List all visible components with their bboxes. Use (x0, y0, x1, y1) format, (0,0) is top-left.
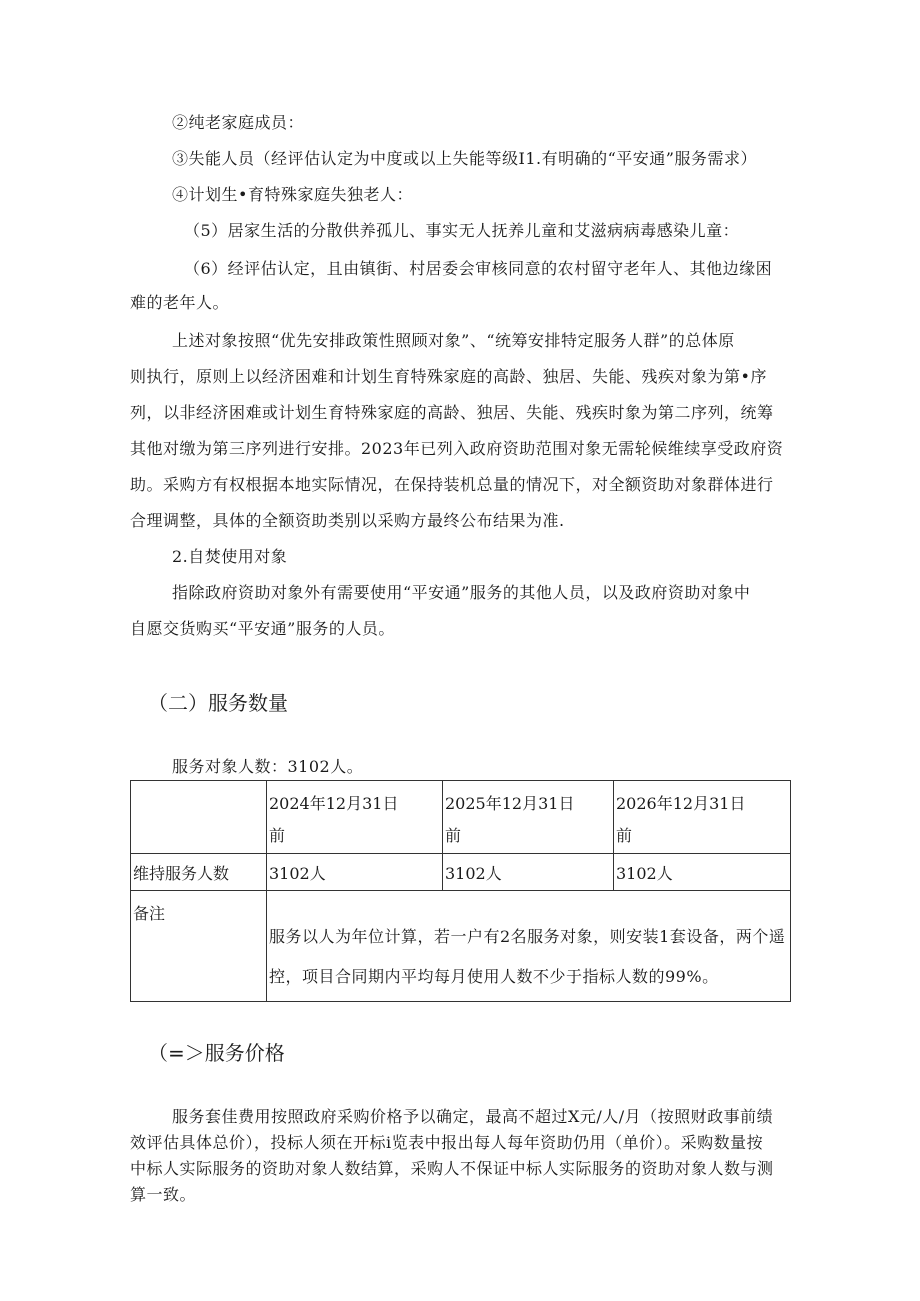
section-heading-service-price: （=＞服务价格 (148, 1041, 285, 1065)
header-date-suffix: 前 (616, 826, 633, 845)
table-header-cell (267, 781, 443, 854)
list-item-orphans: （5）居家生活的分散供养孤儿、事实无人抚养儿童和艾滋病病毒感染儿童： (184, 221, 740, 240)
paragraph-price-line2: 效评估具体总价），投标人须在开标i览表中报出每人每年资助仍用（单价）。采购数量按 (130, 1133, 764, 1152)
remark-label-cell (131, 891, 267, 1002)
table-corner-cell (131, 781, 267, 854)
list-item-family-planning: ④计划生•育特殊家庭失独老人： (172, 185, 413, 204)
table-remark-row (131, 891, 791, 1002)
table-cell-value: 3102人 (267, 854, 443, 891)
service-count-line: 服务对象人数：3102人。 (172, 757, 364, 776)
table-header-cell (614, 781, 791, 854)
paragraph-price-line1: 服务套佳费用按照政府采购价格予以确定，最高不超过X元/人/月（按照财政事前绩 (172, 1107, 774, 1126)
paragraph-self-pay-line1: 指除政府资助对象外有需要使用“平安通”服务的其他人员，以及政府资助对象中 (172, 583, 751, 602)
paragraph-priority-line6: 合理调整，具体的全额资助类别以采购方最终公布结果为准. (130, 511, 565, 530)
section-heading-service-quantity: （二）服务数量 (148, 691, 288, 715)
remark-text-cell (267, 891, 791, 1002)
header-date-suffix: 前 (269, 826, 286, 845)
list-item-rural-elderly-line1: （6）经评估认定，且由镇街、村居委会审核同意的农村留守老年人、其他边缘困 (184, 259, 773, 278)
table-header-cell (443, 781, 614, 854)
row-label-maintained-count: 维持服务人数 (131, 854, 267, 891)
list-item-pure-elderly: ②纯老家庭成员： (172, 113, 305, 132)
table-cell-value: 3102人 (614, 854, 791, 891)
table-row (131, 854, 791, 891)
header-date: 2025年12月31日 (445, 794, 575, 813)
paragraph-priority-line4: 其他对缴为第三序列进行安排。2023年已列入政府资助范围对象无需轮候维续享受政府资 (130, 439, 784, 458)
header-date: 2024年12月31日 (269, 794, 399, 813)
service-quantity-table (130, 780, 791, 1002)
table-cell-value: 3102人 (443, 854, 614, 891)
list-item-rural-elderly-line2: 难的老年人。 (130, 293, 230, 312)
remark-label: 备注 (133, 904, 166, 923)
header-date-suffix: 前 (445, 826, 462, 845)
header-date: 2026年12月31日 (616, 794, 746, 813)
table-header-row (131, 781, 791, 854)
subheading-self-pay: 2.自焚使用对象 (172, 547, 288, 566)
remark-text: 服务以人为年位计算，若一户有2名服务对象，则安装1套设备，两个遥控，项目合同期内平均每月使用人数不少于指标人数的99%。 (269, 927, 786, 986)
paragraph-priority-line3: 列，以非经济困难或计划生育特殊家庭的高龄、独居、失能、残疾时象为第二序列，统筹 (130, 403, 774, 422)
list-item-disabled: ③失能人员（经评估认定为中度或以上失能等级I1.有明确的“平安通”服务需求） (172, 149, 757, 168)
paragraph-priority-line1: 上述对象按照“优先安排政策性照顾对象”、“统筹安排特定服务人群”的总体原 (172, 331, 735, 350)
paragraph-priority-line5: 助。采购方有权根据本地实际情况，在保持装机总量的情况下，对全额资助对象群体进行 (130, 475, 774, 494)
paragraph-price-line4: 算一致。 (130, 1185, 197, 1204)
paragraph-priority-line2: 则执行，原则上以经济困难和计划生育特殊家庭的高龄、独居、失能、残疾对象为第•序 (130, 367, 767, 386)
paragraph-price-line3: 中标人实际服务的资助对象人数结算，采购人不保证中标人实际服务的资助对象人数与测 (130, 1159, 774, 1178)
paragraph-self-pay-line2: 自愿交货购买“平安通”服务的人员。 (130, 619, 395, 638)
